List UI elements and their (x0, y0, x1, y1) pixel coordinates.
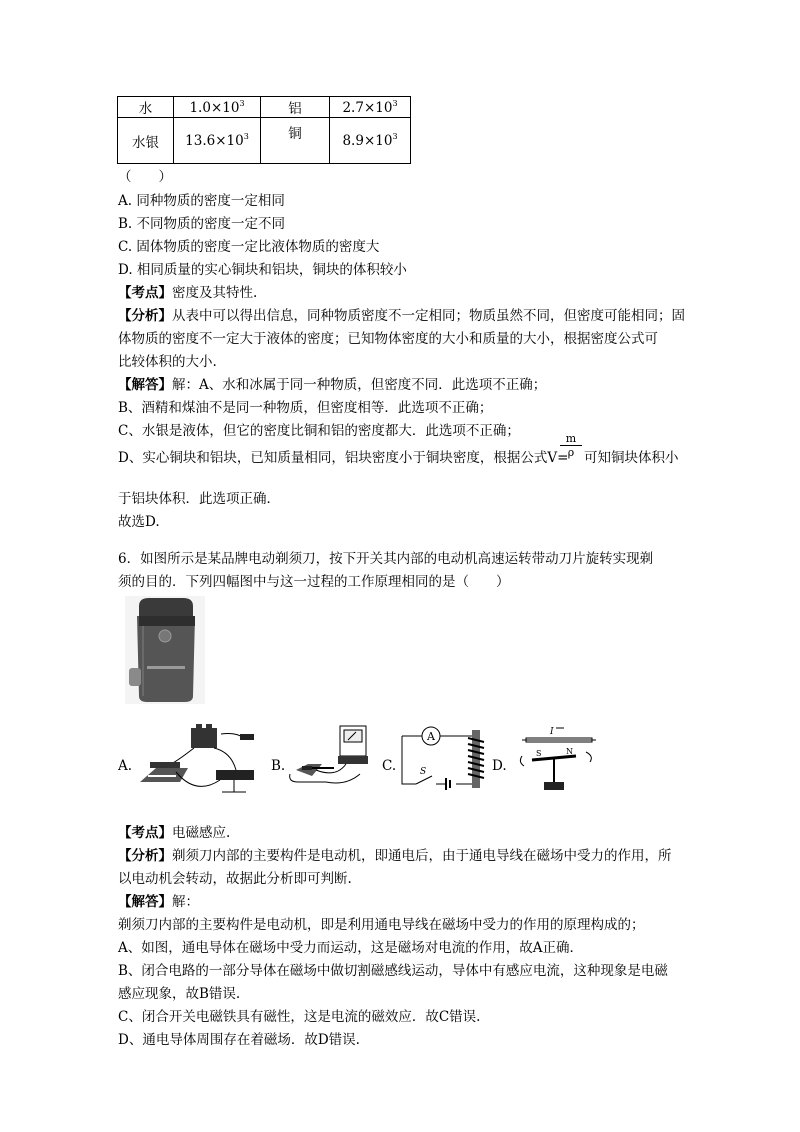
figure-a-motor-apparatus (136, 722, 264, 796)
cell-water-density: $1.0\times 10^3$ (174, 97, 261, 118)
q6-jieda-3: B、闭合电路的一部分导体在磁场中做切割磁感线运动，导体中有感应电流，这种现象是电磁 (118, 963, 668, 979)
figure-option-b-label: B. (271, 758, 286, 774)
q5-jieda-5: 于铝块体积．此选项正确． (118, 491, 280, 507)
cell-aluminum: 铝 (261, 97, 330, 118)
ammeter-label: A (427, 730, 435, 743)
cell-aluminum-density: $2.7\times 10^3$ (330, 97, 411, 118)
q5-jieda-3: C、水银是液体，但它的密度比铜和铝的密度都大．此选项不正确； (118, 423, 520, 439)
figure-option-a-label: A. (118, 758, 133, 774)
q5-jieda-6: 故选D. (118, 514, 160, 530)
figure-c-electromagnet-circuit (396, 722, 488, 796)
q6-jieda-4: 感应现象，故B错误. (118, 986, 241, 1002)
figure-b-induction-apparatus (286, 722, 376, 796)
q6-stem-2: 须的目的．下列四幅图中与这一过程的工作原理相同的是（ ） (118, 574, 510, 590)
q6-fenxi-2: 以电动机会转动，故据此分析即可判断. (118, 871, 352, 887)
cell-mercury-density: $13.6\times 10^3$ (174, 118, 261, 164)
q5-jieda-4a: D、实心铜块和铝块，已知质量相同，铝块密度小于铜块密度，根据公式V= (118, 450, 569, 466)
density-table (117, 96, 411, 164)
q5-jieda-2: B、酒精和煤油不是同一种物质，但密度相等．此选项不正确； (118, 400, 493, 416)
option-c: C. 固体物质的密度一定比液体物质的密度大 (118, 239, 380, 255)
option-a: A. 同种物质的密度一定相同 (118, 193, 285, 209)
q6-jieda-1: 剃须刀内部的主要构件是电动机，即是利用通电导线在磁场中受力的作用的原理构成的； (118, 917, 645, 933)
q5-kaodian: 【考点】密度及其特性. (118, 285, 258, 301)
cell-mercury: 水银 (118, 118, 174, 164)
q5-jieda-1: 【解答】解：A、水和冰属于同一种物质，但密度不同．此选项不正确； (118, 377, 547, 393)
fraction-denominator: ρ (567, 446, 575, 459)
current-label: I (550, 727, 554, 737)
north-pole-label: N (566, 747, 573, 756)
answer-paren: （ ） (118, 169, 172, 185)
cell-copper: 铜 (261, 118, 330, 164)
q6-kaodian: 【考点】电磁感应. (118, 825, 231, 841)
figure-option-c-label: C. (382, 758, 397, 774)
q6-fenxi-1: 【分析】剃须刀内部的主要构件是电动机，即通电后，由于通电导线在磁场中受力的作用，所 (118, 848, 672, 864)
q5-fenxi-3: 比较体积的大小. (118, 354, 217, 370)
q6-stem-1: 6．如图所示是某品牌电动剃须刀，按下开关其内部的电动机高速运转带动刀片旋转实现剃 (118, 551, 654, 567)
q6-jieda-0: 【解答】解： (118, 894, 199, 910)
south-pole-label: S (536, 749, 542, 758)
option-b: B. 不同物质的密度一定不同 (118, 216, 286, 232)
q6-jieda-6: D、通电导体周围存在着磁场．故D错误. (118, 1032, 360, 1048)
q5-jieda-4b: 可知铜块体积小 (584, 450, 679, 466)
figure-option-d-label: D. (492, 758, 507, 774)
fraction-numerator: m (560, 433, 582, 446)
electric-shaver-photo (125, 596, 205, 704)
option-d: D. 相同质量的实心铜块和铝块，铜块的体积较小 (118, 262, 407, 278)
q6-jieda-5: C、闭合开关电磁铁具有磁性，这是电流的磁效应．故C错误. (118, 1009, 481, 1025)
cell-copper-density: $8.9\times 10^3$ (330, 118, 411, 164)
volume-formula-fraction (560, 433, 582, 459)
q6-jieda-2: A、如图，通电导体在磁场中受力而运动，这是磁场对电流的作用，故A正确． (118, 940, 583, 956)
switch-label: S (420, 767, 427, 777)
figure-d-oersted-experiment (512, 722, 602, 796)
cell-water: 水 (118, 97, 174, 118)
q5-fenxi-2: 体物质的密度不一定大于液体的密度；已知物体密度的大小和质量的大小，根据密度公式可 (118, 331, 658, 347)
q5-fenxi-1: 【分析】从表中可以得出信息，同种物质密度不一定相同；物质虽然不同，但密度可能相同；固 (118, 308, 685, 324)
